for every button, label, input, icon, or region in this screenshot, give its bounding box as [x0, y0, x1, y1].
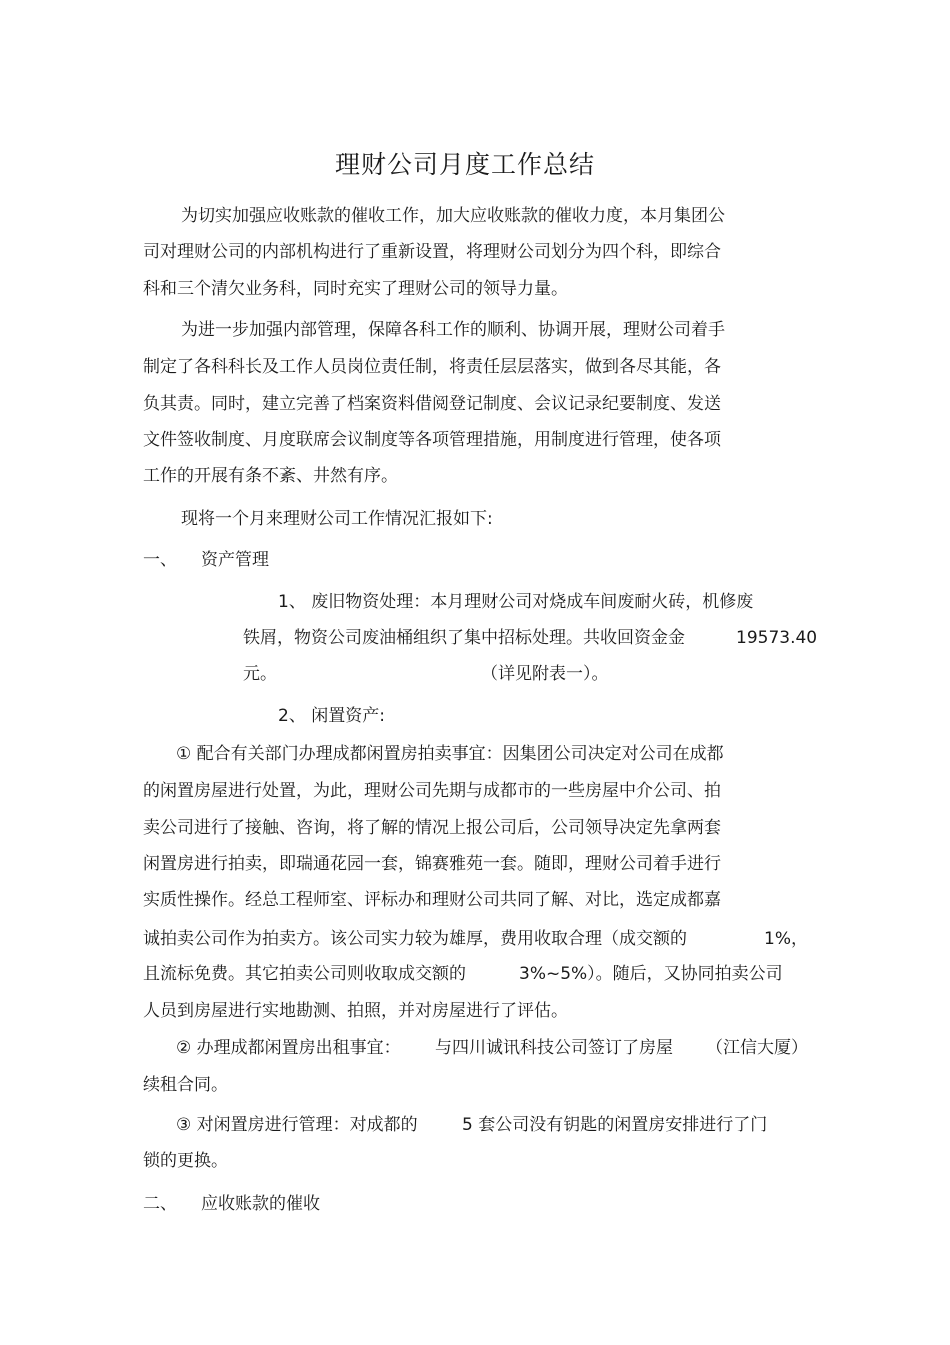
sub1-line6b: 1%， [764, 929, 808, 949]
item1-amount: 19573.40 [736, 628, 818, 648]
paragraph2-line3: 负其责。同时，建立完善了档案资料借阅登记制度、会议记录纪要制度、发送 [143, 394, 721, 414]
section2-title: 应收账款的催收 [201, 1194, 320, 1214]
sub3-line1a: ③ 对闲置房进行管理：对成都的 [176, 1115, 418, 1135]
sub1-line6a: 诚拍卖公司作为拍卖方。该公司实力较为雄厚，费用收取合理（成交额的 [143, 929, 687, 949]
paragraph1-line2: 司对理财公司的内部机构进行了重新设置，将理财公司划分为四个科，即综合 [143, 242, 721, 262]
sub1-line7a: 且流标免费。其它拍卖公司则收取成交额的 [143, 964, 466, 984]
sub1-line5: 实质性操作。经总工程师室、评标办和理财公司共同了解、对比，选定成都嘉 [143, 890, 721, 910]
sub3-line1b: 5 套公司没有钥匙的闲置房安排进行了门 [462, 1115, 768, 1135]
paragraph2-line4: 文件签收制度、月度联席会议制度等各项管理措施，用制度进行管理，使各项 [143, 430, 721, 450]
sub2-line1a: ② 办理成都闲置房出租事宜： [176, 1038, 401, 1058]
sub1-line7b: 3%~5%）。随后，又协同拍卖公司 [519, 964, 783, 984]
item1-line1: 1、 废旧物资处理：本月理财公司对烧成车间废耐火砖，机修废 [278, 592, 754, 612]
sub3-line2: 锁的更换。 [143, 1151, 228, 1171]
item2-heading: 2、 闲置资产: [278, 706, 385, 726]
section1-number: 一、 [143, 550, 177, 570]
sub2-line1b: 与四川诚讯科技公司签订了房屋 [435, 1038, 673, 1058]
sub2-line2: 续租合同。 [143, 1075, 228, 1095]
sub1-line2: 的闲置房屋进行处置，为此，理财公司先期与成都市的一些房屋中介公司、拍 [143, 781, 721, 801]
paragraph1-line1: 为切实加强应收账款的催收工作，加大应收账款的催收力度，本月集团公 [181, 206, 725, 226]
paragraph2-line2: 制定了各科科长及工作人员岗位责任制，将责任层层落实，做到各尽其能，各 [143, 357, 721, 377]
sub2-line1c: （江信大厦） [706, 1038, 808, 1058]
item1-line2: 铁屑，物资公司废油桶组织了集中招标处理。共收回资金金 [243, 628, 685, 648]
paragraph2-line5: 工作的开展有条不紊、井然有序。 [143, 466, 398, 486]
item1-line3a: 元。 [243, 664, 277, 684]
sub1-line8: 人员到房屋进行实地勘测、拍照，并对房屋进行了评估。 [143, 1001, 568, 1021]
section2-number: 二、 [143, 1194, 177, 1214]
document-title: 理财公司月度工作总结 [334, 150, 595, 179]
paragraph2-line1: 为进一步加强内部管理，保障各科工作的顺利、协调开展，理财公司着手 [181, 320, 725, 340]
sub1-line1: ① 配合有关部门办理成都闲置房拍卖事宜：因集团公司决定对公司在成都 [176, 744, 724, 764]
sub1-line3: 卖公司进行了接触、咨询，将了解的情况上报公司后，公司领导决定先拿两套 [143, 818, 721, 838]
paragraph3: 现将一个月来理财公司工作情况汇报如下: [181, 509, 493, 529]
paragraph1-line3: 科和三个清欠业务科，同时充实了理财公司的领导力量。 [143, 279, 568, 299]
section1-title: 资产管理 [201, 550, 269, 570]
item1-line3b: （详见附表一）。 [481, 664, 609, 684]
sub1-line4: 闲置房进行拍卖，即瑞通花园一套，锦赛雅苑一套。随即，理财公司着手进行 [143, 854, 721, 874]
